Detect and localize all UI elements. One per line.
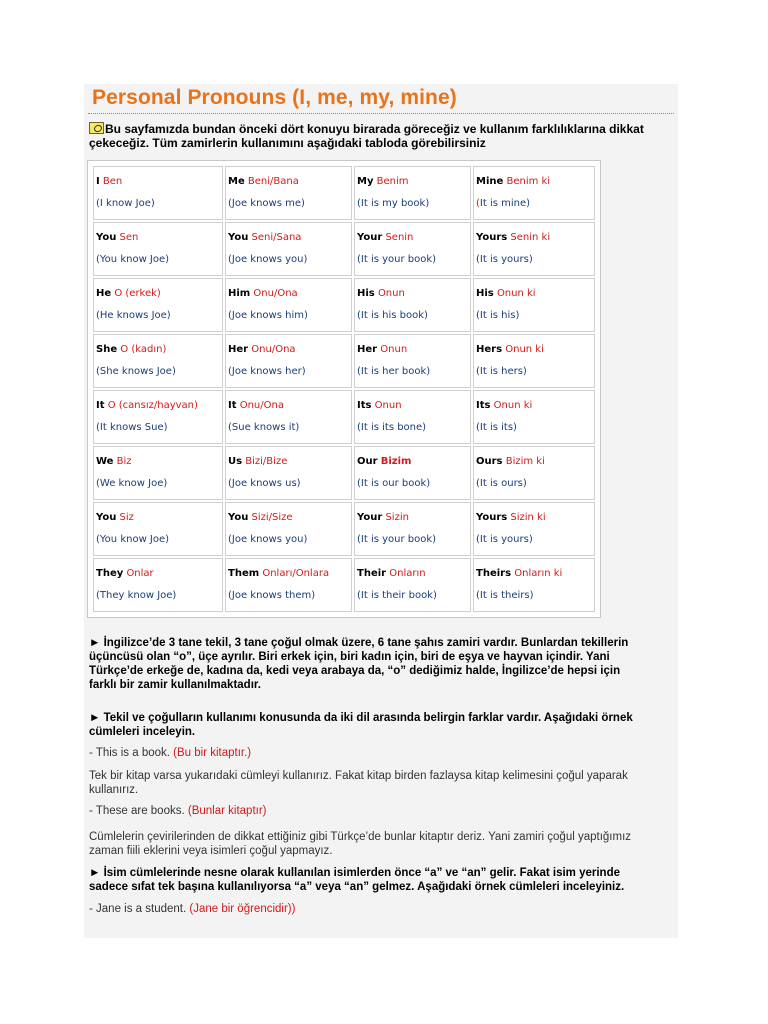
pronoun-turkish: O (erkek) [114, 288, 161, 299]
pronoun-turkish: Sizin [385, 512, 409, 523]
pronoun-line [96, 344, 222, 358]
pronoun-line [357, 176, 470, 190]
pronoun-table [87, 160, 601, 618]
pronoun-example [357, 590, 470, 601]
pronoun-example [357, 422, 470, 433]
paragraph-line: kullanırız. [89, 784, 139, 796]
pronoun-english: Our [357, 456, 378, 467]
example-english: - This is a book. [89, 747, 170, 759]
pronoun-english: They [96, 568, 124, 579]
example-text: (It is his book) [357, 310, 428, 321]
pronoun-turkish: Biz [116, 456, 132, 467]
pronoun-example [228, 366, 351, 377]
pronoun-cell [354, 502, 471, 556]
pronoun-line [228, 400, 351, 414]
pronoun-turkish: Benim [376, 176, 409, 187]
pronoun-english: His [357, 288, 375, 299]
pronoun-example [357, 198, 470, 209]
intro-paragraph [89, 122, 669, 150]
pronoun-turkish: Senin [385, 232, 414, 243]
content-area [84, 84, 678, 938]
pronoun-cell [93, 222, 223, 276]
example-text: (It is hers) [476, 366, 527, 377]
pronoun-cell [354, 278, 471, 332]
pronoun-line [357, 232, 470, 246]
paragraph-plural-explanation [89, 769, 671, 797]
example-text: (Sue knows it) [228, 422, 300, 433]
pronoun-english: Yours [476, 232, 508, 243]
example-text: (It is its bone) [357, 422, 427, 433]
pronoun-cell [473, 166, 595, 220]
paragraph-singular-plural [89, 711, 671, 739]
pronoun-turkish: Onların ki [514, 568, 563, 579]
pronoun-turkish: Onu/Ona [251, 344, 296, 355]
pronoun-line [228, 568, 351, 582]
example-text: (It is yours) [476, 254, 533, 265]
pronoun-line [228, 512, 351, 526]
example-text: (He knows Joe) [96, 310, 171, 321]
pronoun-turkish: Onları/Onlara [262, 568, 330, 579]
example-english: - Jane is a student. [89, 903, 187, 915]
pronoun-turkish: Onların [389, 568, 426, 579]
pronoun-example [476, 422, 594, 433]
pronoun-turkish: Onu/Ona [239, 400, 284, 411]
pronoun-example [476, 590, 594, 601]
pronoun-english: You [228, 232, 249, 243]
pronoun-cell [93, 446, 223, 500]
pronoun-line [96, 456, 222, 470]
pronoun-example [228, 590, 351, 601]
pronoun-line [96, 176, 222, 190]
pronoun-example [96, 478, 222, 489]
example-text: (You know Joe) [96, 254, 170, 265]
pronoun-english: My [357, 176, 374, 187]
table-row [93, 446, 595, 500]
pronoun-english: Him [228, 288, 251, 299]
pronoun-english: You [96, 232, 117, 243]
paragraph-line: ► İngilizce’de 3 tane tekil, 3 tane çoğul olmak üzere, 6 tane şahıs zamiri vardır. Bunlardan tekillerin [89, 637, 629, 649]
paragraph-line: Tek bir kitap varsa yukarıdaki cümleyi kullanırız. Fakat kitap birden fazlaysa kitap kelimesini çoğul yaparak [89, 770, 628, 782]
pronoun-cell [225, 558, 352, 612]
pronoun-example [96, 254, 222, 265]
pronoun-example [357, 254, 470, 265]
pronoun-turkish: Sizi/Size [251, 512, 293, 523]
pronoun-cell [225, 334, 352, 388]
example-turkish: (Jane bir öğrencidir)) [189, 903, 296, 915]
paragraph-line: cümleleri inceleyin. [89, 726, 196, 738]
pronoun-turkish: Sizin ki [510, 512, 546, 523]
example-text: (Joe knows us) [228, 478, 301, 489]
pronoun-example [228, 534, 351, 545]
pronoun-example [96, 422, 222, 433]
pronoun-english: Your [357, 512, 383, 523]
pronoun-turkish: Onun [377, 288, 405, 299]
pronoun-cell [93, 278, 223, 332]
paragraph-line: ► Tekil ve çoğulların kullanımı konusunda da iki dil arasında belirgin farklar vardır. Aşağıdaki örnek [89, 712, 633, 724]
pronoun-english: Ours [476, 456, 503, 467]
paragraph-translation-note [89, 830, 671, 858]
example-text: (It is my book) [357, 198, 430, 209]
pronoun-line [476, 232, 594, 246]
pronoun-line [357, 288, 470, 302]
pronoun-example [476, 534, 594, 545]
pronoun-example [228, 310, 351, 321]
example-text: (It knows Sue) [96, 422, 168, 433]
pronoun-cell [354, 222, 471, 276]
pronoun-english: Their [357, 568, 387, 579]
table-row [93, 222, 595, 276]
pronoun-example [96, 590, 222, 601]
pronoun-turkish: O (kadın) [120, 344, 167, 355]
paragraph-line: sadece sıfat tek başına kullanılıyorsa “a” veya “an” gelmez. Aşağıdaki örnek cümleleri inceleyiniz. [89, 881, 625, 893]
pronoun-example [476, 366, 594, 377]
pronoun-line [357, 400, 470, 414]
pronoun-line [96, 400, 222, 414]
table-row [93, 390, 595, 444]
pronoun-turkish: Onun [380, 344, 408, 355]
pronoun-line [476, 400, 594, 414]
pronoun-cell [354, 166, 471, 220]
pronoun-example [476, 310, 594, 321]
pronoun-turkish: Onun ki [496, 288, 536, 299]
pronoun-example [357, 534, 470, 545]
example-turkish: (Bu bir kitaptır.) [173, 747, 252, 759]
pronoun-english: She [96, 344, 118, 355]
example-text: (We know Joe) [96, 478, 168, 489]
paragraph-line: zaman fiili eklerini veya isimleri çoğul yapmayız. [89, 845, 333, 857]
pronoun-english: Your [357, 232, 383, 243]
pronoun-line [357, 456, 470, 470]
pronoun-cell [93, 334, 223, 388]
pronoun-line [96, 232, 222, 246]
pronoun-turkish: Seni/Sana [251, 232, 302, 243]
example-text: (They know Joe) [96, 590, 177, 601]
pronoun-line [476, 512, 594, 526]
pronoun-english: Its [476, 400, 491, 411]
pronoun-cell [93, 502, 223, 556]
pronoun-line [228, 456, 351, 470]
pronoun-turkish: Bizi/Bize [245, 456, 288, 467]
pronoun-line [228, 232, 351, 246]
example-sentence-2 [89, 804, 671, 818]
pronoun-cell [473, 278, 595, 332]
paragraph-line: Türkçe’de erkeğe de, kadına da, kedi veya arabaya da, “o” dediğimiz halde, İngilizce’de hepsi için [89, 665, 621, 677]
paragraph-line: ► İsim cümlelerinde nesne olarak kullanılan isimlerden önce “a” ve “an” gelir. Fakat isim yerinde [89, 867, 621, 879]
pronoun-english: His [476, 288, 494, 299]
pronoun-cell [354, 558, 471, 612]
pronoun-cell [473, 390, 595, 444]
table-row [93, 166, 595, 220]
pronoun-cell [473, 558, 595, 612]
pronoun-turkish: Bizim [380, 456, 412, 467]
paragraph-line: Cümlelerin çevirilerinden de dikkat ettiğiniz gibi Türkçe’de bunlar kitaptır deriz. Yani zamiri çoğul yaptığımız [89, 831, 632, 843]
example-text: (Joe knows me) [228, 198, 305, 209]
pronoun-cell [225, 222, 352, 276]
example-text: (It is your book) [357, 534, 437, 545]
page-title: Personal Pronouns (I, me, my, mine) [92, 86, 457, 109]
pronoun-cell [354, 334, 471, 388]
pronoun-line [228, 288, 351, 302]
pronoun-english: You [96, 512, 117, 523]
pronoun-turkish: Sen [119, 232, 139, 243]
pronoun-cell [225, 502, 352, 556]
table-row [93, 334, 595, 388]
pronoun-line [476, 568, 594, 582]
pronoun-english: I [96, 176, 100, 187]
pronoun-english: He [96, 288, 112, 299]
example-text: (She knows Joe) [96, 366, 176, 377]
pronoun-example [228, 198, 351, 209]
pronoun-english: It [228, 400, 237, 411]
pronoun-cell [354, 446, 471, 500]
pronoun-example [357, 478, 470, 489]
pronoun-english: Hers [476, 344, 503, 355]
pronoun-english: Theirs [476, 568, 512, 579]
pronoun-cell [225, 390, 352, 444]
pronoun-line [476, 288, 594, 302]
pronoun-line [476, 344, 594, 358]
pronoun-turkish: Ben [102, 176, 123, 187]
pronoun-turkish: Bizim ki [505, 456, 545, 467]
example-text: (It is his) [476, 310, 520, 321]
pronoun-english: Yours [476, 512, 508, 523]
pronoun-line [476, 456, 594, 470]
example-text: (Joe knows them) [228, 590, 316, 601]
pronoun-cell [473, 502, 595, 556]
table-row [93, 558, 595, 612]
pronoun-example [476, 478, 594, 489]
example-text: (I know Joe) [96, 198, 155, 209]
pronoun-example [476, 198, 594, 209]
pronoun-turkish: Senin ki [510, 232, 551, 243]
example-text: (It is their book) [357, 590, 437, 601]
intro-text: Bu sayfamızda bundan önceki dört konuyu birarada göreceğiz ve kullanım farklılıklarına dikkat çekeceğiz. Tüm zamirlerin kullanımını aşağıdaki tabloda görebilirsiniz [89, 122, 644, 150]
pronoun-example [228, 254, 351, 265]
pronoun-turkish: Onun ki [493, 400, 533, 411]
pronoun-example [96, 366, 222, 377]
pronoun-example [228, 422, 351, 433]
pronoun-english: Her [228, 344, 249, 355]
pronoun-english: You [228, 512, 249, 523]
pronoun-cell [473, 222, 595, 276]
table-row [93, 278, 595, 332]
example-sentence-3 [89, 902, 671, 916]
pronoun-english: Its [357, 400, 372, 411]
pronoun-line [228, 344, 351, 358]
pronoun-cell [225, 166, 352, 220]
pronoun-cell [93, 558, 223, 612]
title-divider [88, 113, 674, 114]
pronoun-turkish: Beni/Bana [247, 176, 299, 187]
example-text: (You know Joe) [96, 534, 170, 545]
table-row [93, 502, 595, 556]
example-bracket: ( [476, 198, 480, 209]
example-text: (Joe knows you) [228, 254, 308, 265]
paragraph-line: farklı bir zamir kullanılmaktadır. [89, 679, 261, 691]
pronoun-cell [225, 446, 352, 500]
pronoun-example [96, 198, 222, 209]
paragraph-pronoun-count [89, 636, 671, 692]
example-text: (It is yours) [476, 534, 533, 545]
example-text: (Joe knows her) [228, 366, 306, 377]
pronoun-english: It [96, 400, 105, 411]
pronoun-turkish: Onlar [126, 568, 154, 579]
pronoun-line [96, 568, 222, 582]
pronoun-example [96, 534, 222, 545]
pronoun-example [357, 310, 470, 321]
example-text: (It is your book) [357, 254, 437, 265]
example-turkish: (Bunlar kitaptır) [187, 805, 267, 817]
example-sentence-1 [89, 746, 671, 760]
pronoun-grid [91, 164, 597, 614]
pronoun-line [476, 176, 594, 190]
pronoun-line [357, 344, 470, 358]
pronoun-turkish: Siz [119, 512, 134, 523]
example-text: (It is theirs) [476, 590, 534, 601]
pronoun-line [228, 176, 351, 190]
pronoun-turkish: Benim ki [506, 176, 551, 187]
pronoun-turkish: Onun [374, 400, 402, 411]
pronoun-english: Us [228, 456, 243, 467]
pronoun-cell [225, 278, 352, 332]
pronoun-line [357, 568, 470, 582]
pronoun-english: Her [357, 344, 378, 355]
pronoun-example [228, 478, 351, 489]
pronoun-cell [473, 446, 595, 500]
example-text: (It is her book) [357, 366, 431, 377]
pronoun-example [96, 310, 222, 321]
example-english: - These are books. [89, 805, 185, 817]
pronoun-english: Them [228, 568, 260, 579]
pronoun-cell [93, 390, 223, 444]
pronoun-english: We [96, 456, 114, 467]
pronoun-english: Me [228, 176, 245, 187]
pronoun-turkish: Onu/Ona [253, 288, 298, 299]
pronoun-line [357, 512, 470, 526]
example-text: (Joe knows you) [228, 534, 308, 545]
pronoun-cell [93, 166, 223, 220]
example-text: (It is ours) [476, 478, 527, 489]
pronoun-english: Mine [476, 176, 504, 187]
paragraph-line: üçüncüsü olan “o”, üçe ayrılır. Biri erkek için, biri kadın için, biri de eşya ve hayvan içindir. Yani [89, 651, 610, 663]
pronoun-line [96, 512, 222, 526]
pronoun-turkish: Onun ki [505, 344, 544, 355]
pronoun-cell [473, 334, 595, 388]
example-text: (Joe knows him) [228, 310, 308, 321]
example-text: It is mine) [479, 198, 531, 209]
example-text: (It is our book) [357, 478, 431, 489]
note-icon [89, 122, 104, 134]
pronoun-example [476, 254, 594, 265]
example-text: (It is its) [476, 422, 517, 433]
paragraph-articles [89, 866, 671, 894]
pronoun-example [357, 366, 470, 377]
pronoun-line [96, 288, 222, 302]
pronoun-turkish: O (cansız/hayvan) [107, 400, 198, 411]
pronoun-cell [354, 390, 471, 444]
